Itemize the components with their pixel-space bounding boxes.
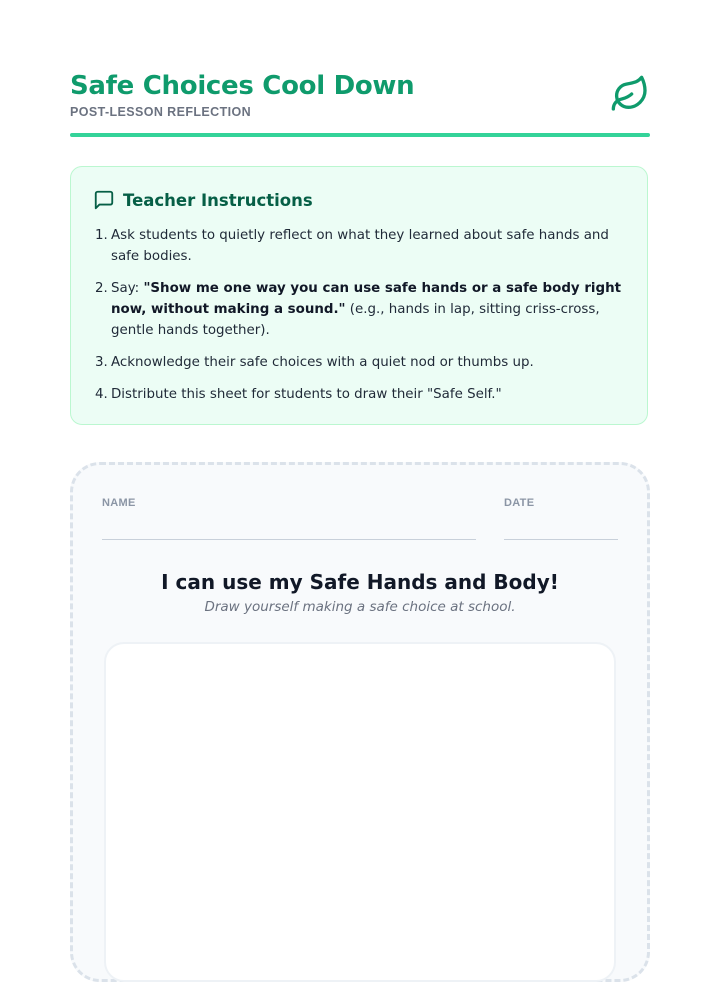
list-text: Ask students to quietly reflect on what they learned about safe hands and safe bodies. — [111, 228, 609, 264]
page-header — [70, 70, 650, 119]
student-worksheet — [70, 462, 650, 982]
list-number: 2. — [95, 281, 108, 296]
list-item — [95, 352, 625, 373]
worksheet-title: I can use my Safe Hands and Body! — [161, 570, 559, 594]
date-field[interactable] — [504, 539, 618, 540]
list-number: 3. — [95, 355, 108, 370]
leaf-icon — [610, 74, 650, 114]
instructions-list — [95, 225, 625, 416]
instructions-header — [93, 189, 313, 211]
list-text — [111, 278, 625, 341]
list-number: 1. — [95, 228, 108, 243]
list-item — [95, 384, 625, 405]
worksheet-subtitle: Draw yourself making a safe choice at school. — [204, 599, 516, 615]
list-item — [95, 278, 625, 341]
say-suffix: (e.g., hands in lap, sitting criss-cross, gentle hands together). — [111, 302, 600, 338]
instructions-title: Teacher Instructions — [123, 190, 313, 210]
teacher-instructions-panel — [70, 166, 648, 425]
say-quote: "Show me one way you can use safe hands or a safe body right now, without making a sound." — [111, 281, 622, 317]
message-square-icon — [93, 189, 115, 211]
page-subtitle: POST-LESSON REFLECTION — [70, 105, 252, 119]
list-text: Acknowledge their safe choices with a quiet nod or thumbs up. — [111, 355, 534, 370]
page-title: Safe Choices Cool Down — [70, 71, 415, 101]
header-divider — [70, 133, 650, 137]
list-number: 4. — [95, 387, 108, 402]
name-field[interactable] — [102, 539, 476, 540]
say-prefix: Say: — [111, 281, 144, 296]
date-label: DATE — [504, 497, 535, 509]
list-text: Distribute this sheet for students to draw their "Safe Self." — [111, 387, 502, 402]
list-item — [95, 225, 625, 267]
name-label: NAME — [102, 497, 136, 509]
drawing-area[interactable] — [104, 642, 616, 982]
